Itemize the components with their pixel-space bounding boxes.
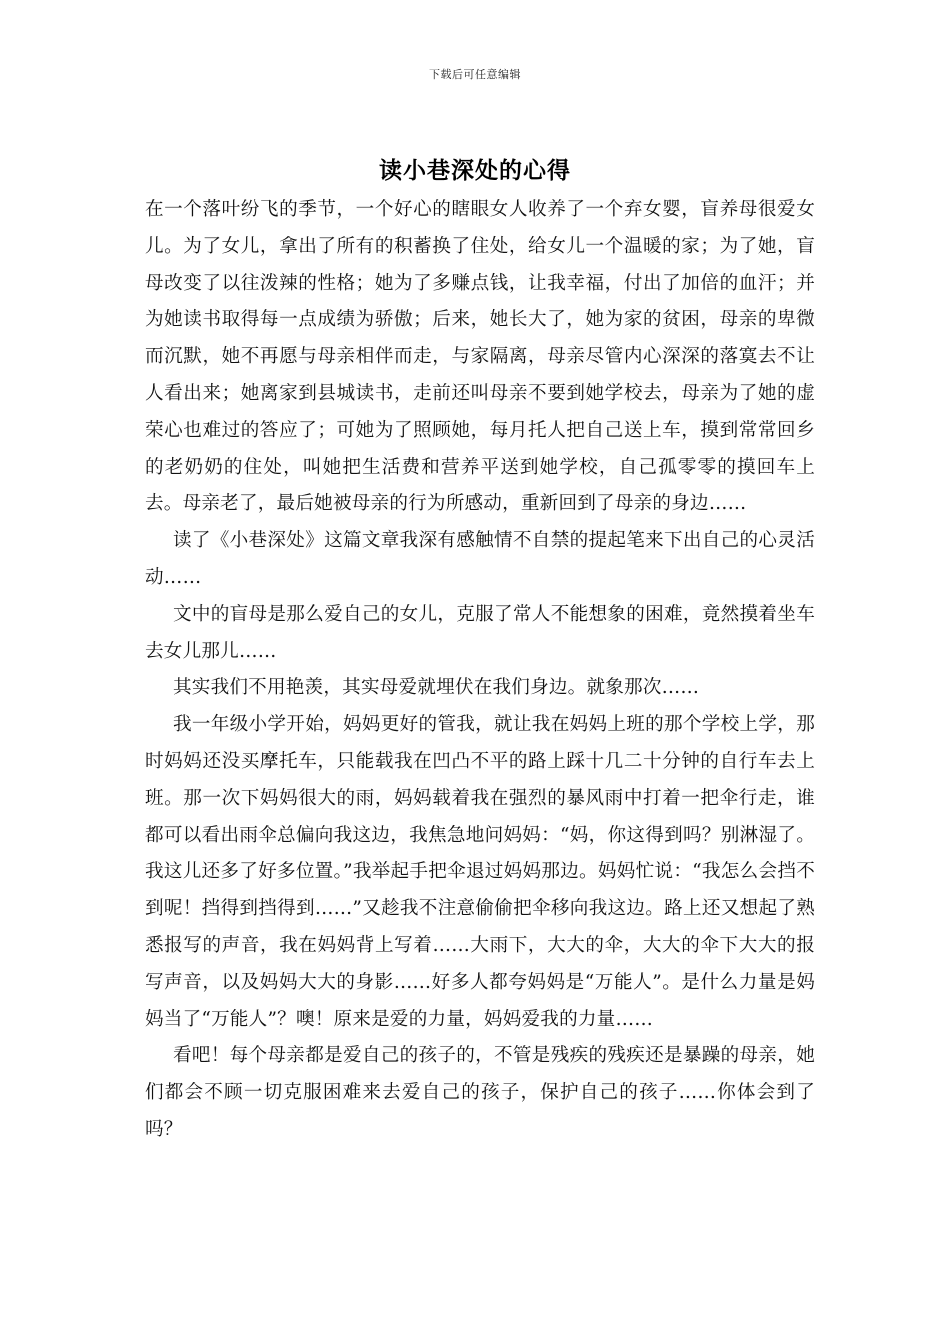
- document-title: 读小巷深处的心得: [379, 157, 571, 184]
- document-body: [145, 192, 815, 1149]
- paragraph-reading-reaction: 读了《小巷深处》这篇文章我深有感触情不自禁的提起笔来下出自己的心灵活动……: [145, 530, 815, 588]
- paragraph-rain-memory: 我一年级小学开始，妈妈更好的管我，就让我在妈妈上班的那个学校上学，那时妈妈还没买摩托车，只能载我在凹凸不平的路上踩十几二十分钟的自行车去上班。那一次下妈妈很大的雨，妈妈载着我在强烈的暴风雨中打着一把伞行走，谁都可以看出雨伞总偏向我这边，我焦急地问妈妈：“妈，你这得到吗？别淋湿了。我这儿还多了好多位置。”我举起手把伞退过妈妈那边。妈妈忙说：“我怎么会挡不到呢！挡得到挡得到……”又趁我不注意偷偷把伞移向我这边。路上还又想起了熟悉报写的声音，我在妈妈背上写着……大雨下，大大的伞，大大的伞下大大的报写声音，以及妈妈大大的身影……好多人都夸妈妈是“万能人”。是什么力量是妈妈当了“万能人”？噢！原来是爱的力量，妈妈爱我的力量……: [145, 714, 815, 1030]
- paragraph-mother-love: 其实我们不用艳羡，其实母爱就埋伏在我们身边。就象那次……: [173, 677, 700, 699]
- paragraph-conclusion: 看吧！每个母亲都是爱自己的孩子的，不管是残疾的残疾还是暴躁的母亲，她们都会不顾一切克服困难来去爱自己的孩子，保护自己的孩子……你体会到了吗？: [145, 1045, 815, 1140]
- paragraph-story-summary: 在一个落叶纷飞的季节，一个好心的瞎眼女人收养了一个弃女婴，盲养母很爱女儿。为了女儿，拿出了所有的积蓄换了住处，给女儿一个温暖的家；为了她，盲母改变了以往泼辣的性格；她为了多赚点钱，让我幸福，付出了加倍的血汗；并为她读书取得每一点成绩为骄傲；后来，她长大了，她为家的贫困，母亲的卑微而沉默，她不再愿与母亲相伴而走，与家隔离，母亲尽管内心深深的落寞去不让人看出来；她离家到县城读书，走前还叫母亲不要到她学校去，母亲为了她的虚荣心也难过的答应了；可她为了照顾她，每月托人把自己送上车，摸到常常回乡的老奶奶的住处，叫她把生活费和营养平送到她学校，自己孤零零的摸回车上去。母亲老了，最后她被母亲的行为所感动，重新回到了母亲的身边……: [145, 199, 815, 515]
- paragraph-blind-mother: 文中的盲母是那么爱自己的女儿，克服了常人不能想象的困难，竟然摸着坐车去女儿那儿……: [145, 603, 815, 662]
- header-note: 下载后可任意编辑: [429, 68, 521, 81]
